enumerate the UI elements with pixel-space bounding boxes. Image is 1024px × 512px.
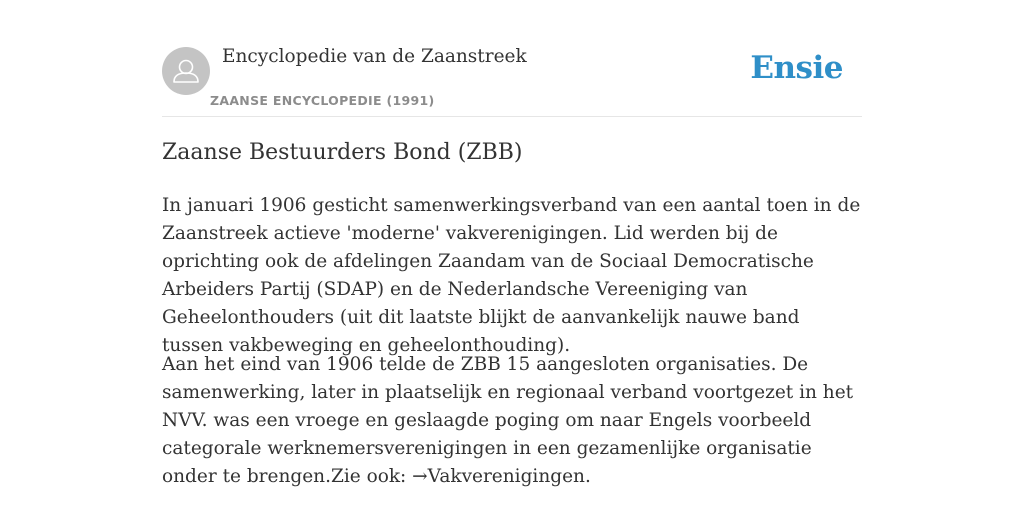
avatar[interactable] [162,47,210,95]
header [162,0,862,117]
source-title[interactable]: Encyclopedie van de Zaanstreek [222,46,527,67]
article-paragraph: In januari 1906 gesticht samenwerkingsverband van een aantal toen in de Zaanstreek actieve 'moderne' vakverenigingen. Lid werden bij de oprichting ook de afdelingen Zaandam van de Sociaal Democratische Arbeiders Partij (SDAP) en de Nederlandsche Vereeniging van Geheelonthouders (uit dit laatste blijkt de aanvankelijk nauwe band tussen vakbeweging en geheelonthouding). [162,195,861,356]
page [162,0,862,512]
article-paragraph: Aan het eind van 1906 telde de ZBB 15 aangesloten organisaties. De samenwerking, later in plaatselijk en regionaal verband voortgezet in het NVV. was een vroege en geslaagde poging om naar Engels voorbeeld categorale werknemersverenigingen in een gezamenlijke organisatie onder te brengen.Zie ook: →Vakverenigingen. [162,354,854,487]
brand-logo[interactable]: Ensie [750,50,843,86]
page-title: Zaanse Bestuurders Bond (ZBB) [162,140,523,165]
user-placeholder-icon [162,47,210,95]
source-subtitle[interactable]: ZAANSE ENCYCLOPEDIE (1991) [210,93,435,108]
